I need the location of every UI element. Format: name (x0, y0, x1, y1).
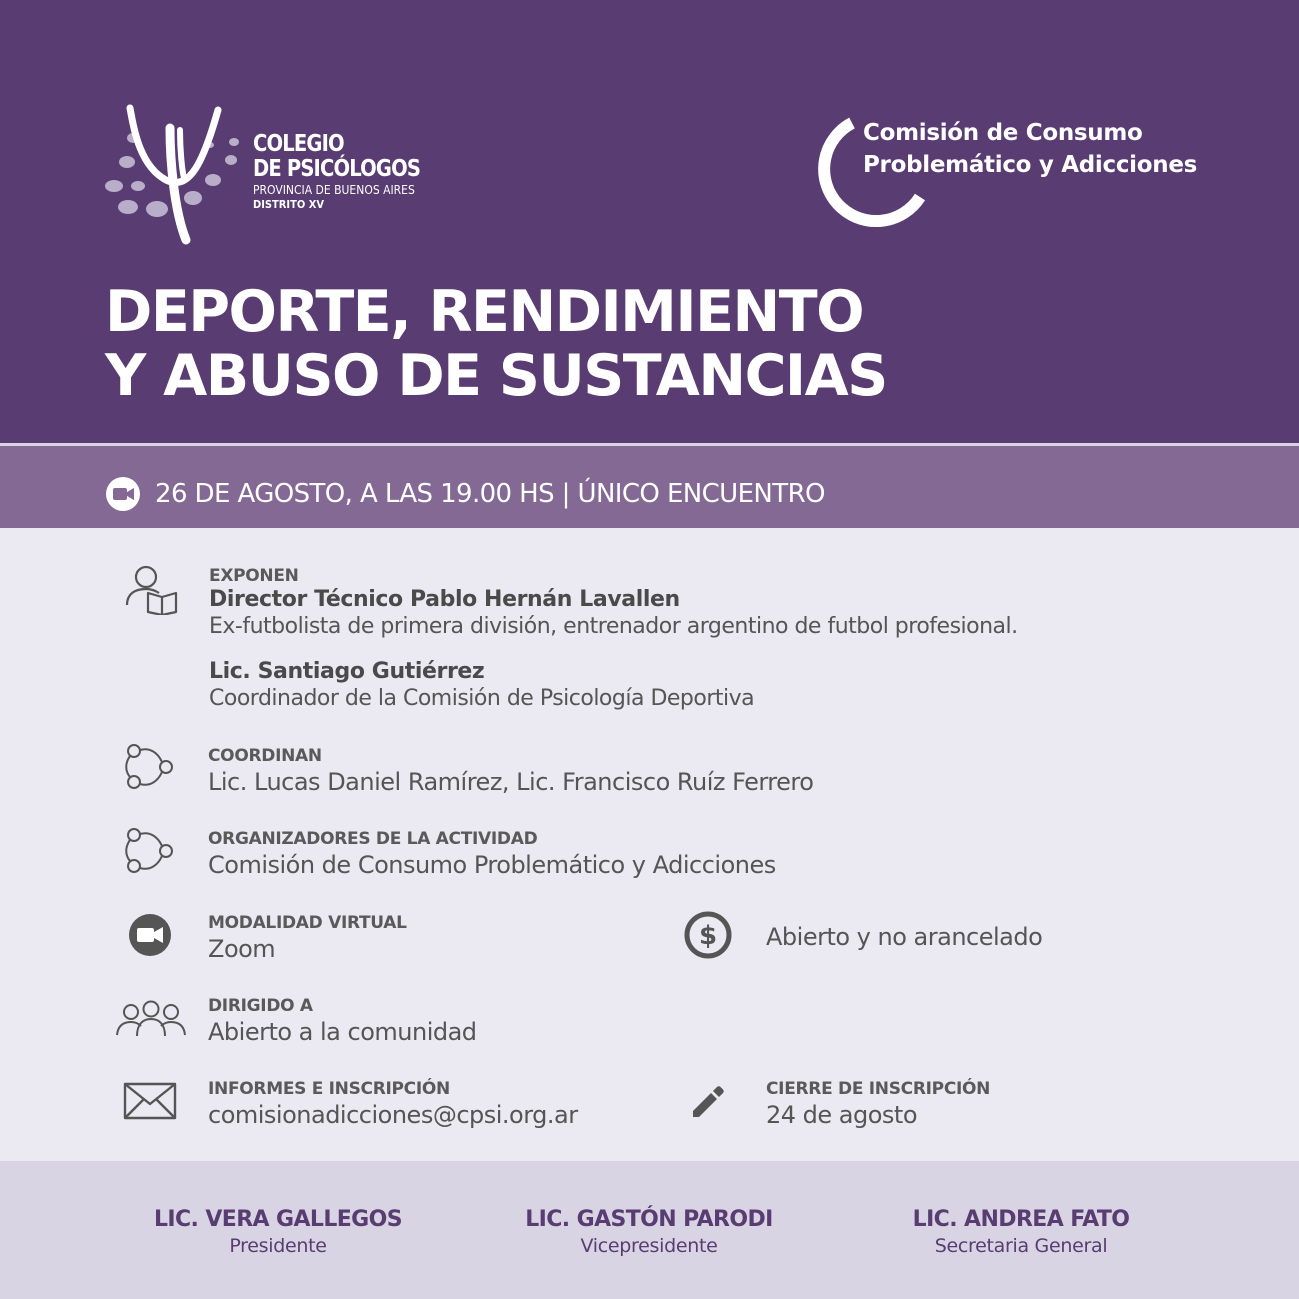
vicepresidente-role: Vicepresidente (580, 1235, 718, 1257)
informes-label: INFORMES E INSCRIPCIÓN (208, 1079, 450, 1099)
organizadores-label: ORGANIZADORES DE LA ACTIVIDAD (208, 829, 538, 849)
secretaria-role: Secretaria General (934, 1235, 1108, 1257)
speaker-1-name: Director Técnico Pablo Hernán Lavallen (209, 587, 680, 612)
video-camera-icon (105, 476, 141, 512)
presidente-name: LIC. VERA GALLEGOS (153, 1207, 402, 1232)
exponen-label: EXPONEN (209, 566, 299, 586)
speaker-2-block (209, 658, 754, 712)
modalidad-block (208, 913, 407, 965)
modalidad-label: MODALIDAD VIRTUAL (208, 913, 407, 933)
footer-secretaria (851, 1206, 1191, 1258)
vicepresidente-name: LIC. GASTÓN PARODI (525, 1207, 773, 1232)
dirigido-value: Abierto a la comunidad (208, 1018, 477, 1046)
cierre-label: CIERRE DE INSCRIPCIÓN (766, 1079, 991, 1099)
logo-line-distrito: DISTRITO XV (253, 198, 325, 211)
dollar-icon (683, 910, 733, 960)
logo-line-provincia: PROVINCIA DE BUENOS AIRES (253, 183, 415, 197)
footer-vicepresidente (479, 1206, 819, 1258)
coordinan-value: Lic. Lucas Daniel Ramírez, Lic. Francisco Ruíz Ferrero (208, 768, 814, 796)
comision-line-1: Comisión de Consumo (863, 120, 1143, 146)
network-icon (124, 827, 176, 875)
speaker-book-icon (124, 563, 180, 615)
title-line-1: DEPORTE, RENDIMIENTO (105, 279, 864, 345)
network-icon (124, 743, 176, 791)
psi-symbol-icon (100, 100, 250, 250)
event-date: 26 DE AGOSTO, A LAS 19.00 HS | ÚNICO ENCUENTRO (155, 479, 825, 509)
logo-line-psicologos: DE PSICÓLOGOS (253, 156, 421, 182)
coordinan-block (208, 746, 813, 798)
cierre-value: 24 de agosto (766, 1101, 918, 1129)
cierre-block (766, 1079, 990, 1131)
dirigido-block (208, 996, 477, 1048)
envelope-icon (123, 1082, 177, 1120)
zoom-icon (128, 913, 172, 957)
comision-line-2: Problemático y Adicciones (863, 152, 1198, 178)
people-icon (115, 1000, 187, 1040)
modalidad-value: Zoom (208, 935, 276, 963)
footer-presidente (108, 1206, 448, 1258)
speaker-1-desc: Ex-futbolista de primera división, entrenador argentino de futbol profesional. (209, 614, 1018, 639)
dirigido-label: DIRIGIDO A (208, 996, 313, 1016)
informes-email[interactable]: comisionadicciones@cpsi.org.ar (208, 1101, 578, 1129)
logo-line-colegio: COLEGIO (253, 131, 344, 157)
organizadores-block (208, 829, 776, 881)
svg-text:$: $ (698, 921, 718, 951)
exponen-block (209, 566, 1018, 640)
secretaria-name: LIC. ANDREA FATO (912, 1207, 1130, 1232)
speaker-2-desc: Coordinador de la Comisión de Psicología Deportiva (209, 686, 755, 711)
title-line-2: Y ABUSO DE SUSTANCIAS (105, 343, 887, 409)
organizadores-value: Comisión de Consumo Problemático y Adicciones (208, 851, 776, 879)
informes-block (208, 1079, 578, 1131)
speaker-2-name: Lic. Santiago Gutiérrez (209, 659, 485, 684)
coordinan-label: COORDINAN (208, 746, 322, 766)
pencil-icon (688, 1082, 728, 1122)
arancel-block (766, 921, 1042, 953)
arancel-value: Abierto y no arancelado (766, 923, 1043, 951)
colegio-logo (100, 100, 440, 250)
presidente-role: Presidente (229, 1235, 327, 1257)
comision-logo (808, 115, 1208, 240)
event-title (105, 280, 887, 408)
